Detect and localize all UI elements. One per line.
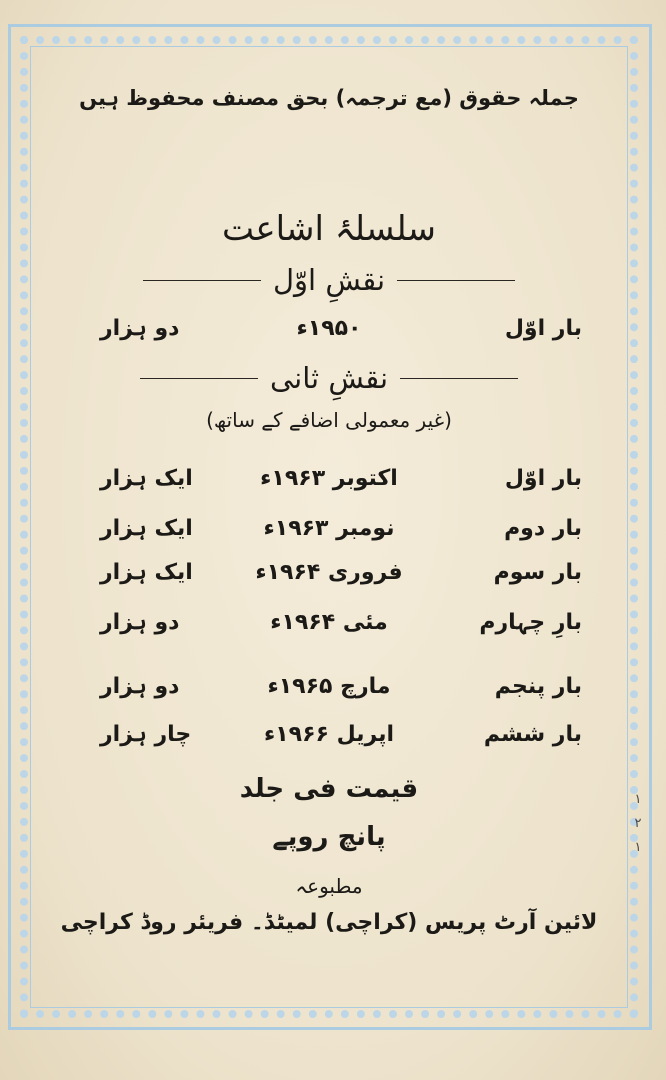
margin-mark: ١ <box>634 792 642 807</box>
edition-ordinal: بار اوّل <box>504 316 582 341</box>
edition-row <box>44 674 614 708</box>
edition-ordinal: بار پنجم <box>494 674 582 699</box>
rights-notice: جملہ حقوق (مع ترجمہ) بحق مصنف محفوظ ہیں <box>79 86 579 110</box>
edition-ordinal: بار ششم <box>483 722 582 747</box>
edition-date: اکتوبر ۱۹۶۳ء <box>260 466 398 491</box>
press-name: لائین آرٹ پریس (کراچی) لمیٹڈ۔ فریئر روڈ کراچی <box>60 910 598 935</box>
heading-rule <box>397 280 515 281</box>
printed-by-label: مطبوعہ <box>295 874 363 898</box>
edition-date: مارچ ۱۹۶۵ء <box>267 674 391 699</box>
edition-ordinal: بارِ چہارم <box>479 610 582 635</box>
margin-mark: ١ <box>634 840 642 855</box>
margin-pencil-marks <box>626 788 650 868</box>
heading-rule <box>143 280 261 281</box>
edition-quantity: دو ہزار <box>100 316 180 341</box>
edition-row <box>44 722 614 756</box>
heading-rule <box>400 378 518 379</box>
edition-ordinal: بار دوم <box>504 516 582 541</box>
edition-row <box>44 516 614 550</box>
second-edition-label: نقشِ ثانی <box>269 361 389 395</box>
first-edition-label: نقشِ اوّل <box>272 263 386 297</box>
edition-quantity: ایک ہزار <box>100 516 193 541</box>
edition-date: فروری ۱۹۶۴ء <box>255 560 403 585</box>
edition-ordinal: بار اوّل <box>504 466 582 491</box>
edition-quantity: دو ہزار <box>100 674 180 699</box>
edition-date: اپریل ۱۹۶۶ء <box>263 722 394 747</box>
price-label: قیمت فی جلد <box>239 774 419 804</box>
edition-quantity: چار ہزار <box>100 722 192 747</box>
edition-quantity: ایک ہزار <box>100 466 193 491</box>
edition-quantity: دو ہزار <box>100 610 180 635</box>
edition-date: ۱۹۵۰ء <box>296 316 362 341</box>
price-value: پانچ روپے <box>272 822 386 852</box>
edition-date: نومبر ۱۹۶۳ء <box>263 516 395 541</box>
heading-rule <box>140 378 258 379</box>
margin-mark: ٢ <box>634 816 642 831</box>
edition-row <box>44 560 614 594</box>
edition-quantity: ایک ہزار <box>100 560 193 585</box>
edition-date: مئی ۱۹۶۴ء <box>270 610 388 635</box>
edition-row <box>44 466 614 500</box>
second-edition-note: (غیر معمولی اضافے کے ساتھ) <box>206 408 452 432</box>
series-title: سلسلۂ اشاعت <box>221 209 437 249</box>
second-edition-heading <box>44 360 614 396</box>
imprint-content <box>44 70 614 990</box>
edition-row <box>44 316 614 350</box>
first-edition-heading <box>44 262 614 298</box>
edition-ordinal: بار سوم <box>493 560 582 585</box>
edition-row <box>44 610 614 644</box>
